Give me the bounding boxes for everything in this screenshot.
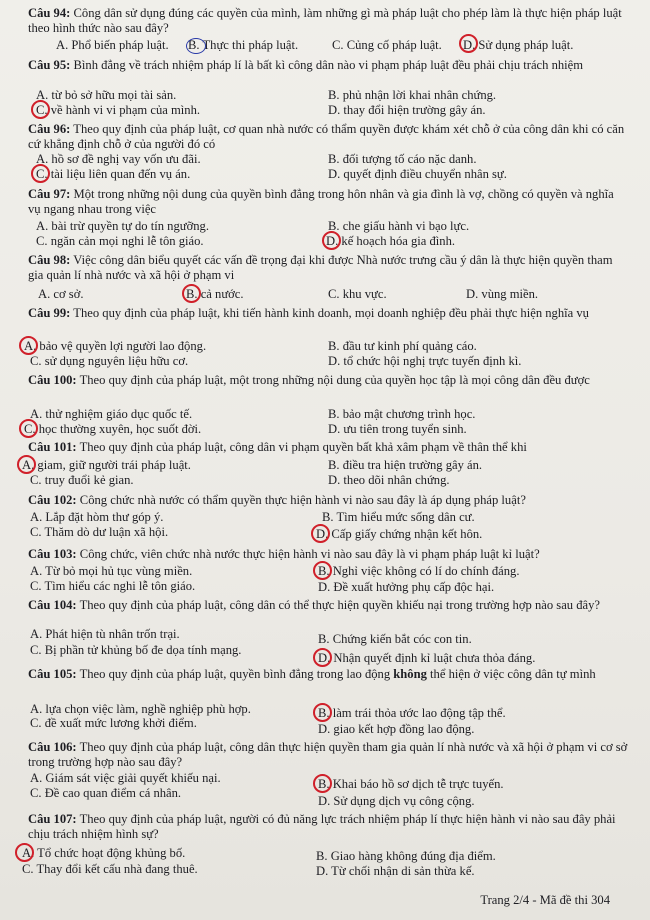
option-c: C. về hành vi vi phạm của mình. bbox=[36, 103, 201, 117]
option-d: D. Cấp giấy chứng nhận kết hôn. bbox=[316, 527, 483, 541]
option-a: A. bài trừ quyền tự do tín ngưỡng. bbox=[36, 219, 209, 233]
question-94 bbox=[28, 6, 628, 36]
option-c: C. Đề cao quan điểm cá nhân. bbox=[30, 786, 182, 800]
option-d: D. Nhận quyết định kỉ luật chưa thỏa đáng. bbox=[318, 651, 536, 665]
answer-circle-b bbox=[313, 561, 332, 580]
option-a: A. Từ bỏ mọi hủ tục vùng miền. bbox=[30, 564, 193, 578]
answer-circle-b bbox=[313, 703, 332, 722]
question-text: Theo quy định của pháp luật, người có đủ năng lực trách nhiệm pháp lí thực hiện hành vi nào sau đây phải chịu trách nhiệm hình sự? bbox=[28, 812, 616, 841]
question-text: Bình đẳng về trách nhiệm pháp lí là bất kì công dân nào vi phạm pháp luật đều phải chịu trách nhiệm bbox=[73, 58, 584, 72]
option-a: A. giam, giữ người trái pháp luật. bbox=[22, 458, 191, 472]
question-text: Công dân sử dụng đúng các quyền của mình, làm những gì mà pháp luật cho phép làm là thực hiện pháp luật theo hình thức nào sau đây? bbox=[28, 6, 622, 35]
option-c: C. Tìm hiểu các nghi lễ tôn giáo. bbox=[30, 579, 196, 593]
option-d: D. ưu tiên trong tuyển sinh. bbox=[328, 422, 467, 436]
question-text-emphasis: không bbox=[393, 667, 427, 681]
option-b: B. Thực thi pháp luật. bbox=[188, 38, 299, 52]
option-b: B. phủ nhận lời khai nhân chứng. bbox=[328, 88, 497, 102]
page-footer: Trang 2/4 - Mã đề thi 304 bbox=[480, 893, 610, 907]
option-a: A. Phát hiện tù nhân trốn trại. bbox=[30, 627, 180, 641]
option-a: A. bảo vệ quyền lợi người lao động. bbox=[24, 339, 207, 353]
option-c: C. học thường xuyên, học suốt đời. bbox=[24, 422, 202, 436]
option-b: B. cả nước. bbox=[186, 287, 244, 301]
question-text: Theo quy định của pháp luật, khi tiến hành kinh doanh, mọi doanh nghiệp đều phải thực hiện nghĩa vụ bbox=[73, 306, 589, 320]
option-b: B. Nghỉ việc không có lí do chính đáng. bbox=[318, 564, 520, 578]
option-a: A. Lắp đặt hòm thư góp ý. bbox=[30, 510, 164, 524]
question-number: Câu 100: bbox=[28, 373, 77, 387]
answer-circle-d bbox=[313, 648, 332, 667]
answer-circle-b bbox=[182, 284, 201, 303]
answer-circle-a bbox=[17, 455, 36, 474]
question-number: Câu 101: bbox=[28, 440, 77, 454]
option-a: A. thử nghiệm giáo dục quốc tế. bbox=[30, 407, 193, 421]
option-b: B. Tìm hiểu mức sống dân cư. bbox=[322, 510, 475, 524]
option-c: C. Bị phần tử khủng bố đe dọa tính mạng. bbox=[30, 643, 242, 657]
question-text: Công chức nhà nước có thẩm quyền thực hiện hành vi nào sau đây là áp dụng pháp luật? bbox=[79, 493, 526, 507]
question-text-part-1: Theo quy định của pháp luật, quyền bình đẳng trong lao động bbox=[79, 667, 394, 681]
option-b: B. Chứng kiến bắt cóc con tin. bbox=[318, 632, 472, 646]
question-105 bbox=[28, 667, 628, 682]
option-b: B. điều tra hiện trường gây án. bbox=[328, 458, 483, 472]
question-number: Câu 96: bbox=[28, 122, 71, 136]
option-c: C. Củng cố pháp luật. bbox=[332, 38, 442, 52]
question-text: Theo quy định của pháp luật, công dân có thể thực hiện quyền khiếu nại trong trường hợp nào sau đây? bbox=[79, 598, 601, 612]
question-number: Câu 102: bbox=[28, 493, 77, 507]
option-d: D. Sử dụng dịch vụ công cộng. bbox=[318, 794, 475, 808]
option-b: B. đầu tư kinh phí quảng cáo. bbox=[328, 339, 477, 353]
option-d: D. thay đổi hiện trường gây án. bbox=[328, 103, 486, 117]
option-b: B. Giao hàng không đúng địa điểm. bbox=[316, 849, 496, 863]
question-number: Câu 105: bbox=[28, 667, 77, 681]
option-d: D. theo dõi nhân chứng. bbox=[328, 473, 450, 487]
answer-circle-d bbox=[459, 34, 478, 53]
option-d: D. Đề xuất hưởng phụ cấp độc hại. bbox=[318, 580, 495, 594]
question-103 bbox=[28, 547, 628, 562]
option-d: D. vùng miền. bbox=[466, 287, 539, 301]
question-101 bbox=[28, 440, 628, 455]
question-97 bbox=[28, 187, 628, 217]
option-b: B. che giấu hành vi bạo lực. bbox=[328, 219, 470, 233]
answer-circle-a bbox=[15, 843, 34, 862]
question-106 bbox=[28, 740, 628, 770]
option-c: C. Thăm dò dư luận xã hội. bbox=[30, 525, 169, 539]
option-a: A. hồ sơ đề nghị vay vốn ưu đãi. bbox=[36, 152, 201, 166]
answer-circle-d bbox=[322, 231, 341, 250]
answer-circle-c bbox=[19, 419, 38, 438]
option-a: A. lựa chọn việc làm, nghề nghiệp phù hợp. bbox=[30, 702, 251, 716]
answer-circle-b bbox=[313, 774, 332, 793]
option-b: B. bảo mật chương trình học. bbox=[328, 407, 476, 421]
option-d: D. giao kết hợp đồng lao động. bbox=[318, 722, 475, 736]
question-number: Câu 97: bbox=[28, 187, 71, 201]
question-text: Theo quy định của pháp luật, một trong những nội dung của quyền học tập là mọi công dân đều được bbox=[79, 373, 590, 387]
option-a: A. Tổ chức hoạt động khủng bố. bbox=[22, 846, 186, 860]
question-99 bbox=[28, 306, 628, 321]
question-number: Câu 106: bbox=[28, 740, 77, 754]
option-a: A. Phổ biến pháp luật. bbox=[56, 38, 169, 52]
option-d: D. quyết định điều chuyển nhân sự. bbox=[328, 167, 507, 181]
option-c: C. khu vực. bbox=[328, 287, 387, 301]
pen-mark-b bbox=[186, 38, 206, 54]
option-c: C. truy đuổi kẻ gian. bbox=[30, 473, 134, 487]
question-text: Công chức, viên chức nhà nước thực hiện hành vi nào sau đây là vi phạm pháp luật kỉ luật? bbox=[79, 547, 540, 561]
option-c: C. ngăn cản mọi nghi lễ tôn giáo. bbox=[36, 234, 204, 248]
option-b: B. đối tượng tố cáo nặc danh. bbox=[328, 152, 477, 166]
option-a: A. Giám sát việc giải quyết khiếu nại. bbox=[30, 771, 221, 785]
question-102 bbox=[28, 493, 628, 508]
question-96 bbox=[28, 122, 628, 152]
question-number: Câu 104: bbox=[28, 598, 77, 612]
option-d: D. tổ chức hội nghị trực tuyến định kì. bbox=[328, 354, 522, 368]
option-c: C. tài liệu liên quan đến vụ án. bbox=[36, 167, 191, 181]
answer-circle-d bbox=[311, 524, 330, 543]
answer-circle-c bbox=[31, 164, 50, 183]
question-number: Câu 94: bbox=[28, 6, 71, 20]
question-98 bbox=[28, 253, 628, 283]
question-text-part-2: thể hiện ở việc công dân tự mình bbox=[426, 667, 596, 681]
option-b: B. làm trái thỏa ước lao động tập thể. bbox=[318, 706, 506, 720]
question-text: Việc công dân biểu quyết các vấn đề trọng đại khi được Nhà nước trưng cầu ý dân là thực hiện quyền tham gia quản lí nhà nước và xã hội ở phạm vi bbox=[28, 253, 613, 282]
option-a: A. từ bỏ sở hữu mọi tài sản. bbox=[36, 88, 177, 102]
question-number: Câu 99: bbox=[28, 306, 71, 320]
question-text: Một trong những nội dung của quyền bình đẳng trong hôn nhân và gia đình là vợ, chồng có quyền và nghĩa vụ ngang nhau trong việc bbox=[28, 187, 614, 216]
option-a: A. cơ sở. bbox=[38, 287, 84, 301]
question-number: Câu 95: bbox=[28, 58, 71, 72]
option-d: D. Từ chối nhận di sản thừa kế. bbox=[316, 864, 475, 878]
option-b: B. Khai báo hồ sơ dịch tễ trực tuyến. bbox=[318, 777, 504, 791]
answer-circle-a bbox=[19, 336, 38, 355]
answer-circle-c bbox=[31, 100, 50, 119]
question-104 bbox=[28, 598, 628, 613]
option-c: C. sử dụng nguyên liệu hữu cơ. bbox=[30, 354, 189, 368]
question-text: Theo quy định của pháp luật, cơ quan nhà nước có thẩm quyền được khám xét chỗ ở của công dân khi có căn cứ khẳng định chỗ ở của người đó có bbox=[28, 122, 625, 151]
option-d: D. kế hoạch hóa gia đình. bbox=[326, 234, 456, 248]
question-100 bbox=[28, 373, 628, 388]
question-95 bbox=[28, 58, 628, 73]
option-d: D. Sử dụng pháp luật. bbox=[463, 38, 574, 52]
question-107 bbox=[28, 812, 628, 842]
question-number: Câu 103: bbox=[28, 547, 77, 561]
question-text: Theo quy định của pháp luật, công dân vi phạm quyền bất khả xâm phạm về thân thể khi bbox=[79, 440, 527, 454]
option-c: C. đề xuất mức lương khởi điểm. bbox=[30, 716, 197, 730]
option-c: C. Thay đổi kết cấu nhà đang thuê. bbox=[22, 862, 198, 876]
question-number: Câu 107: bbox=[28, 812, 77, 826]
question-number: Câu 98: bbox=[28, 253, 71, 267]
question-text: Theo quy định của pháp luật, công dân thực hiện quyền tham gia quản lí nhà nước và xã hội ở phạm vi cơ sở trong trường hợp nào sau đây? bbox=[28, 740, 628, 769]
